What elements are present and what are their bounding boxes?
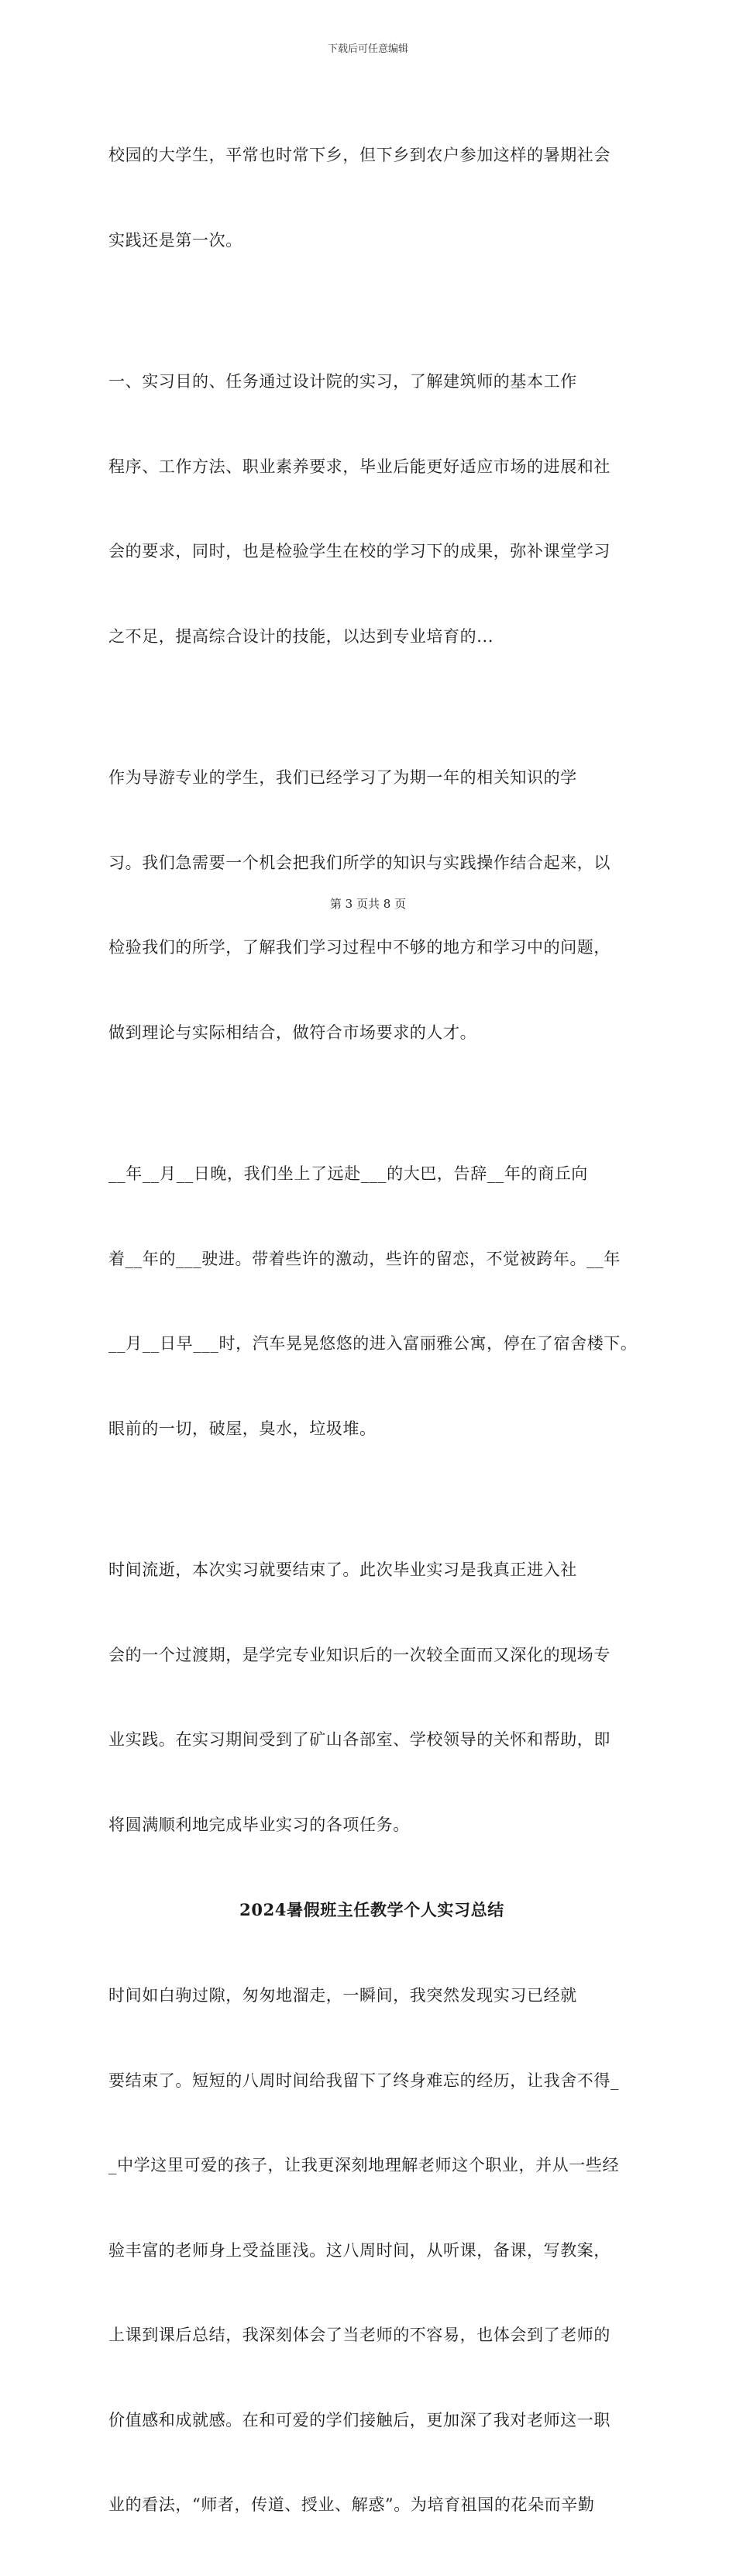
section-title: 2024暑假班主任教学个人实习总结 bbox=[239, 1900, 504, 1919]
text-line: __月__日早___时，汽车晃晃悠悠的进入富丽雅公寓，停在了宿舍楼下。 bbox=[108, 1334, 638, 1353]
text-line: 业实践。在实习期间受到了矿山各部室、学校领导的关怀和帮助，即 bbox=[108, 1730, 610, 1749]
text-line: 检验我们的所学，了解我们学习过程中不够的地方和学习中的问题， bbox=[108, 938, 610, 957]
text-line: 时间如白驹过隙，匆匆地溜走，一瞬间，我突然发现实习已经就 bbox=[108, 1986, 577, 2005]
paragraph-1 bbox=[108, 84, 635, 311]
text-line: 业的看法，“师者，传道、授业、解惑”。为培育祖国的花朵而辛勤 bbox=[108, 2495, 595, 2514]
text-line: 验丰富的老师身上受益匪浅。这八周时间，从听课，备课，写教案， bbox=[108, 2240, 610, 2260]
text-line: 上课到课后总结，我深刻体会了当老师的不容易，也体会到了老师的 bbox=[108, 2326, 610, 2344]
text-line: 将圆满顺利地完成毕业实习的各项任务。 bbox=[108, 1815, 410, 1834]
text-line: 会的要求，同时，也是检验学生在校的学习下的成果，弥补课堂学习 bbox=[108, 542, 610, 560]
paragraph-5 bbox=[108, 1499, 635, 1895]
text-line: 校园的大学生，平常也时常下乡，但下乡到农户参加这样的暑期社会 bbox=[108, 146, 610, 164]
text-line: _中学这里可爱的孩子，让我更深刻地理解老师这个职业，并从一些经 bbox=[108, 2156, 620, 2174]
text-line: 习。我们急需要一个机会把我们所学的知识与实践操作结合起来，以 bbox=[108, 853, 610, 872]
text-line: 着__年的___驶进。带着些许的激动，些许的留恋，不觉被跨年。__年 bbox=[108, 1249, 621, 1268]
text-line: 时间流逝，本次实习就要结束了。此次毕业实习是我真正进入社 bbox=[108, 1560, 577, 1579]
page-header: 下载后可任意编辑 bbox=[327, 43, 408, 55]
paragraph-4 bbox=[108, 1103, 638, 1499]
text-line: 作为导游专业的学生，我们已经学习了为期一年的相关知识的学 bbox=[108, 768, 577, 787]
text-line: 之不足，提高综合设计的技能，以达到专业培育的... bbox=[108, 626, 494, 646]
text-line: 程序、工作方法、职业素养要求，毕业后能更好适应市场的进展和社 bbox=[108, 457, 610, 476]
section-paragraph-1 bbox=[108, 1925, 635, 2576]
text-line: 实践还是第一次。 bbox=[108, 230, 242, 250]
text-line: 要结束了。短短的八周时间给我留下了终身难忘的经历，让我舍不得_ bbox=[108, 2071, 620, 2090]
text-line: 做到理论与实际相结合，做符合市场要求的人才。 bbox=[108, 1022, 477, 1042]
text-line: 一、实习目的、任务通过设计院的实习，了解建筑师的基本工作 bbox=[108, 372, 577, 391]
page-number: 第 3 页共 8 页 bbox=[329, 897, 407, 911]
paragraph-2 bbox=[108, 311, 635, 707]
text-line: __年__月__日晚，我们坐上了远赴___的大巴，告辞__年的商丘向 bbox=[108, 1164, 588, 1183]
document-body bbox=[108, 84, 638, 2576]
text-line: 会的一个过渡期，是学完专业知识后的一次较全面而又深化的现场专 bbox=[108, 1645, 610, 1664]
text-line: 价值感和成就感。在和可爱的学们接触后，更加深了我对老师这一职 bbox=[108, 2410, 610, 2429]
text-line: 眼前的一切，破屋，臭水，垃圾堆。 bbox=[108, 1419, 377, 1438]
